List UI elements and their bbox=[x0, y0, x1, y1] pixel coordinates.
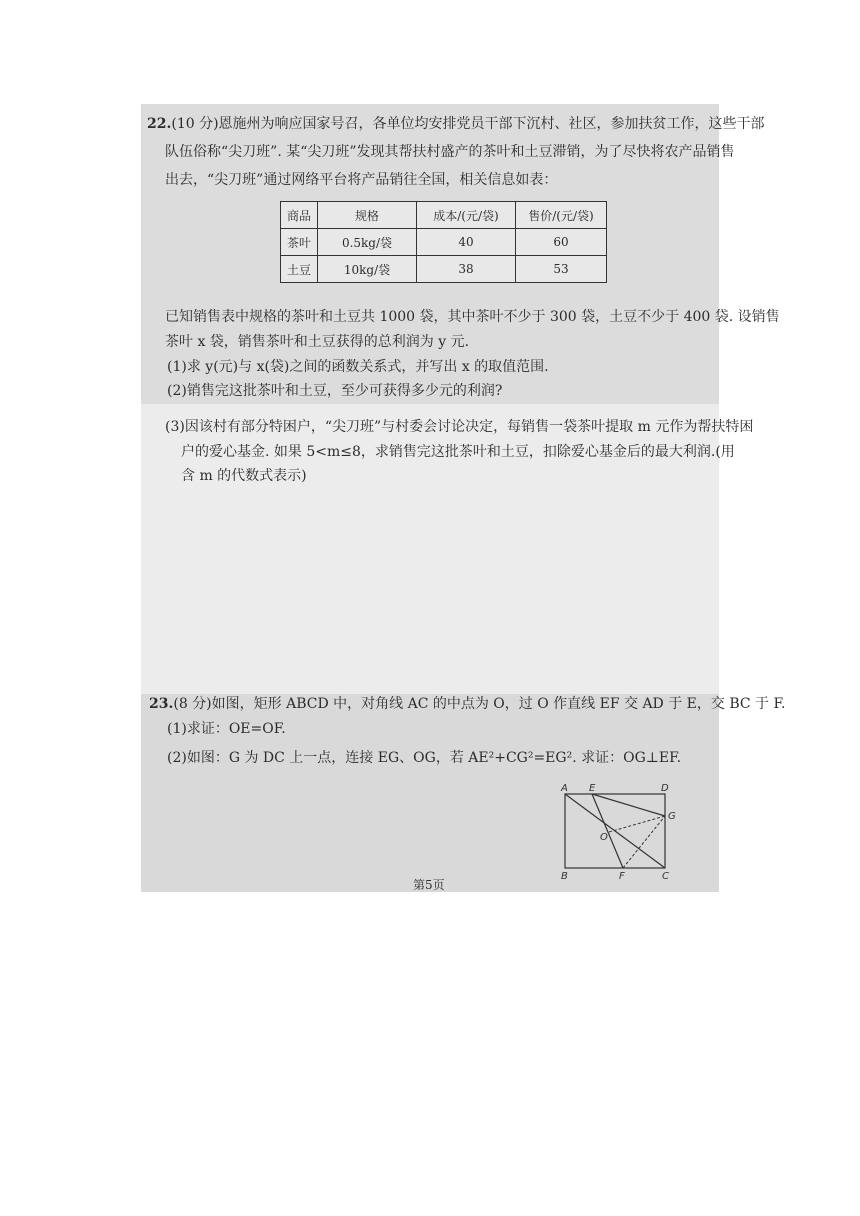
table-cell: 茶叶 bbox=[281, 229, 318, 256]
product-table bbox=[280, 201, 607, 283]
q23-sub2: (2)如图：G 为 DC 上一点，连接 EG、OG，若 AE²+CG²=EG². 求证：OG⊥EF. bbox=[167, 750, 682, 766]
q22-line3: 出去，“尖刀班”通过网络平台将产品销往全国，相关信息如表： bbox=[165, 172, 558, 188]
line-ef bbox=[592, 794, 623, 868]
table-cell: 38 bbox=[417, 256, 516, 283]
q22-line2: 队伍俗称“尖刀班”. 某“尖刀班”发现其帮扶村盛产的茶叶和土豆滞销，为了尽快将农产品销售 bbox=[165, 144, 735, 160]
label-e: E bbox=[589, 783, 596, 794]
table-header-row bbox=[281, 202, 607, 229]
q23-number: 23. bbox=[149, 696, 174, 712]
q22-sub1: (1)求 y(元)与 x(袋)之间的函数关系式，并写出 x 的取值范围. bbox=[167, 359, 549, 375]
q22-sub3-line2: 户的爱心基金. 如果 5<m≤8，求销售完这批茶叶和土豆，扣除爱心基金后的最大利润.(用 bbox=[181, 444, 735, 460]
diagonal-ac bbox=[565, 794, 665, 868]
table-cell: 60 bbox=[516, 229, 607, 256]
label-d: D bbox=[661, 783, 669, 794]
q22-sub2: (2)销售完这批茶叶和土豆，至少可获得多少元的利润? bbox=[167, 383, 503, 399]
label-o: O bbox=[600, 832, 608, 843]
q22-line1 bbox=[147, 114, 765, 134]
rectangle-geometry-figure bbox=[559, 782, 677, 882]
q23-line1 bbox=[149, 694, 786, 714]
table-cell: 53 bbox=[516, 256, 607, 283]
table-cell: 40 bbox=[417, 229, 516, 256]
table-cell: 10kg/袋 bbox=[318, 256, 417, 283]
table-cell: 土豆 bbox=[281, 256, 318, 283]
label-a: A bbox=[561, 783, 568, 794]
label-g: G bbox=[668, 811, 676, 822]
table-row bbox=[281, 229, 607, 256]
q23-sub1: (1)求证：OE=OF. bbox=[167, 721, 286, 737]
label-b: B bbox=[561, 871, 568, 882]
table-row bbox=[281, 256, 607, 283]
table-cell: 0.5kg/袋 bbox=[318, 229, 417, 256]
table-header: 商品 bbox=[281, 202, 318, 229]
q22-number: 22. bbox=[147, 116, 172, 132]
q22-line1-text: (10 分)恩施州为响应国家号召，各单位均安排党员干部下沉村、社区，参加扶贫工作，这些干部 bbox=[171, 116, 765, 132]
q22-para2: 茶叶 x 袋，销售茶叶和土豆获得的总利润为 y 元. bbox=[165, 334, 470, 350]
table-header: 规格 bbox=[318, 202, 417, 229]
label-f: F bbox=[619, 871, 625, 882]
q23-line1-text: (8 分)如图，矩形 ABCD 中，对角线 AC 的中点为 O，过 O 作直线 EF 交 AD 于 E，交 BC 于 F. bbox=[173, 696, 786, 712]
label-c: C bbox=[662, 871, 669, 882]
page-footer: 第5页 bbox=[413, 878, 445, 892]
q22-para1: 已知销售表中规格的茶叶和土豆共 1000 袋，其中茶叶不少于 300 袋，土豆不少于 400 袋. 设销售 bbox=[165, 309, 780, 325]
q22-sub3-line1: (3)因该村有部分特困户，“尖刀班”与村委会讨论决定，每销售一袋茶叶提取 m 元作为帮扶特困 bbox=[165, 419, 754, 435]
table-header: 售价/(元/袋) bbox=[516, 202, 607, 229]
line-eg bbox=[592, 794, 665, 816]
exam-page bbox=[141, 104, 786, 892]
q22-sub3-line3: 含 m 的代数式表示) bbox=[181, 468, 307, 484]
table-header: 成本/(元/袋) bbox=[417, 202, 516, 229]
line-og bbox=[609, 816, 665, 832]
